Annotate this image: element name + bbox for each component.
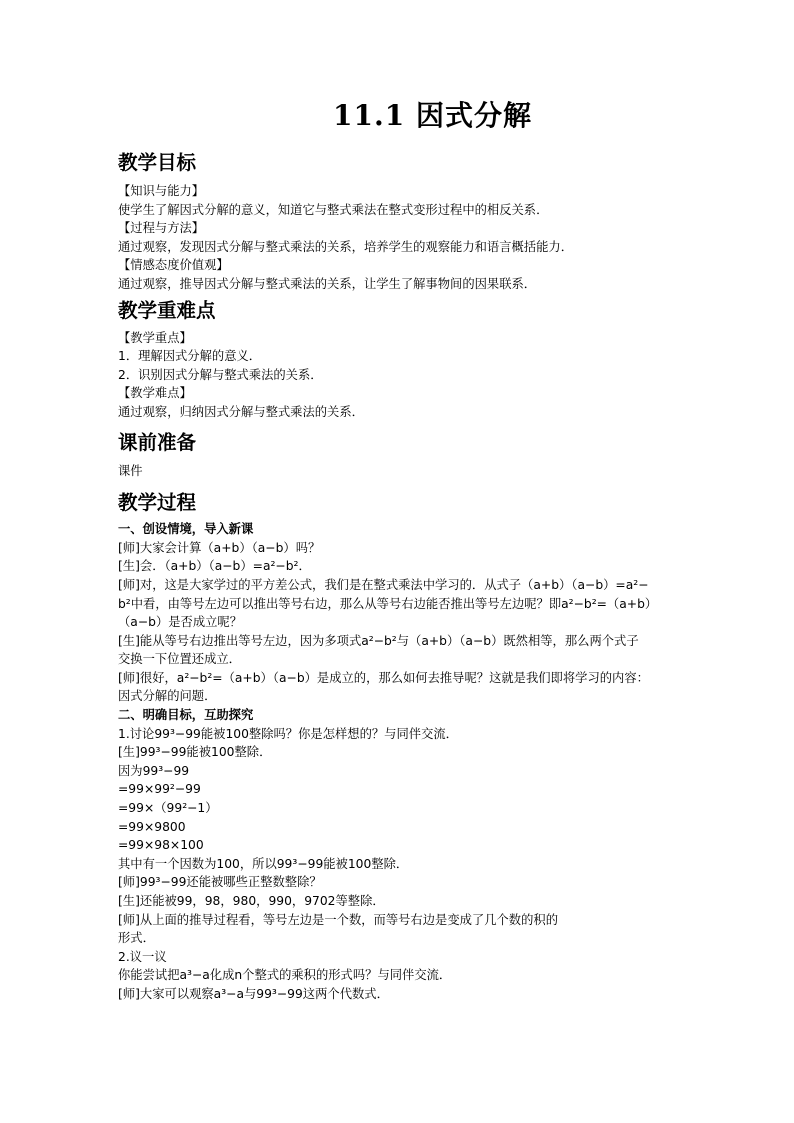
process-body — [118, 520, 678, 1003]
process-line: [师]99³−99还能被哪些正整数整除？ — [118, 875, 322, 890]
process-line: [师]大家可以观察a³−a与99³−99这两个代数式． — [118, 986, 389, 1001]
process-line: 形式． — [118, 931, 155, 946]
key-points-line: 【教学重点】 — [118, 330, 192, 345]
process-line: [生]能从等号右边推出等号左边，因为多项式a²−b²与（a+b）（a−b）既然相等，那么两个式子 — [118, 633, 639, 648]
process-line: 交换一下位置还成立． — [118, 652, 241, 667]
process-line: [师]对，这是大家学过的平方差公式，我们是在整式乘法中学习的．从式子（a+b）（a−b）=a²− — [118, 577, 649, 592]
objectives-line: 通过观察，发现因式分解与整式乘法的关系，培养学生的观察能力和语言概括能力． — [118, 239, 573, 254]
process-line: [师]大家会计算（a+b）（a−b）吗？ — [118, 540, 321, 555]
key-points-line: 2．识别因式分解与整式乘法的关系． — [118, 367, 323, 382]
key-points-line: 1．理解因式分解的意义． — [118, 349, 262, 364]
heading-objectives: 教学目标 — [118, 151, 197, 174]
process-line: [生]还能被99，98，980，990，9702等整除． — [118, 894, 385, 908]
document-content — [118, 96, 678, 1004]
process-line: =99×9800 — [118, 819, 186, 834]
process-line: 因为99³−99 — [118, 763, 190, 778]
process-line: 其中有一个因数为100，所以99³−99能被100整除． — [118, 856, 409, 871]
process-line: b²中看，由等号左边可以推出等号右边，那么从等号右边能否推出等号左边呢？即a²−b²=（a+b） — [118, 596, 658, 611]
objectives-line: 通过观察，推导因式分解与整式乘法的关系，让学生了解事物间的因果联系． — [118, 276, 537, 291]
heading-preparation: 课前准备 — [118, 430, 197, 454]
document-title: 11.1 因式分解 — [333, 99, 532, 132]
objectives-line: 【过程与方法】 — [118, 221, 205, 236]
preparation-line: 课件 — [118, 463, 143, 478]
key-points-line: 通过观察，归纳因式分解与整式乘法的关系． — [118, 404, 364, 419]
process-line: =99×99²−99 — [118, 782, 201, 797]
process-subheading-2: 二、明确目标，互助探究 — [118, 708, 254, 723]
process-line: 1.讨论99³−99能被100整除吗？你是怎样想的？与同伴交流． — [118, 726, 458, 741]
process-line: =99×98×100 — [118, 838, 204, 853]
process-line: [生]会．（a+b）（a−b）=a²−b²． — [118, 559, 311, 574]
heading-key-points: 教学重难点 — [118, 298, 216, 322]
process-line: 你能尝试把a³−a化成n个整式的乘积的形式吗？与同伴交流． — [118, 968, 452, 983]
preparation-body — [118, 462, 678, 481]
objectives-body — [118, 182, 678, 294]
process-line: （a−b）是否成立呢？ — [118, 615, 243, 630]
key-points-line: 【教学难点】 — [118, 386, 192, 401]
objectives-line: 【情感态度价值观】 — [118, 258, 229, 273]
process-line: [生]99³−99能被100整除． — [118, 745, 272, 760]
objectives-line: 【知识与能力】 — [118, 184, 205, 198]
heading-process: 教学过程 — [118, 491, 197, 515]
objectives-line: 使学生了解因式分解的意义，知道它与整式乘法在整式变形过程中的相反关系． — [118, 202, 549, 217]
process-subheading-1: 一、创设情境，导入新课 — [118, 522, 254, 537]
process-line: 因式分解的问题． — [118, 689, 217, 704]
process-line: [师]从上面的推导过程看，等号左边是一个数，而等号右边是变成了几个数的积的 — [118, 912, 558, 927]
process-line: [师]很好，a²−b²=（a+b）（a−b）是成立的，那么如何去推导呢？这就是我们即将学习的内容： — [118, 670, 649, 685]
process-line: =99×（99²−1） — [118, 801, 218, 816]
process-line: 2.议一议 — [118, 949, 167, 964]
key-points-body — [118, 329, 678, 422]
